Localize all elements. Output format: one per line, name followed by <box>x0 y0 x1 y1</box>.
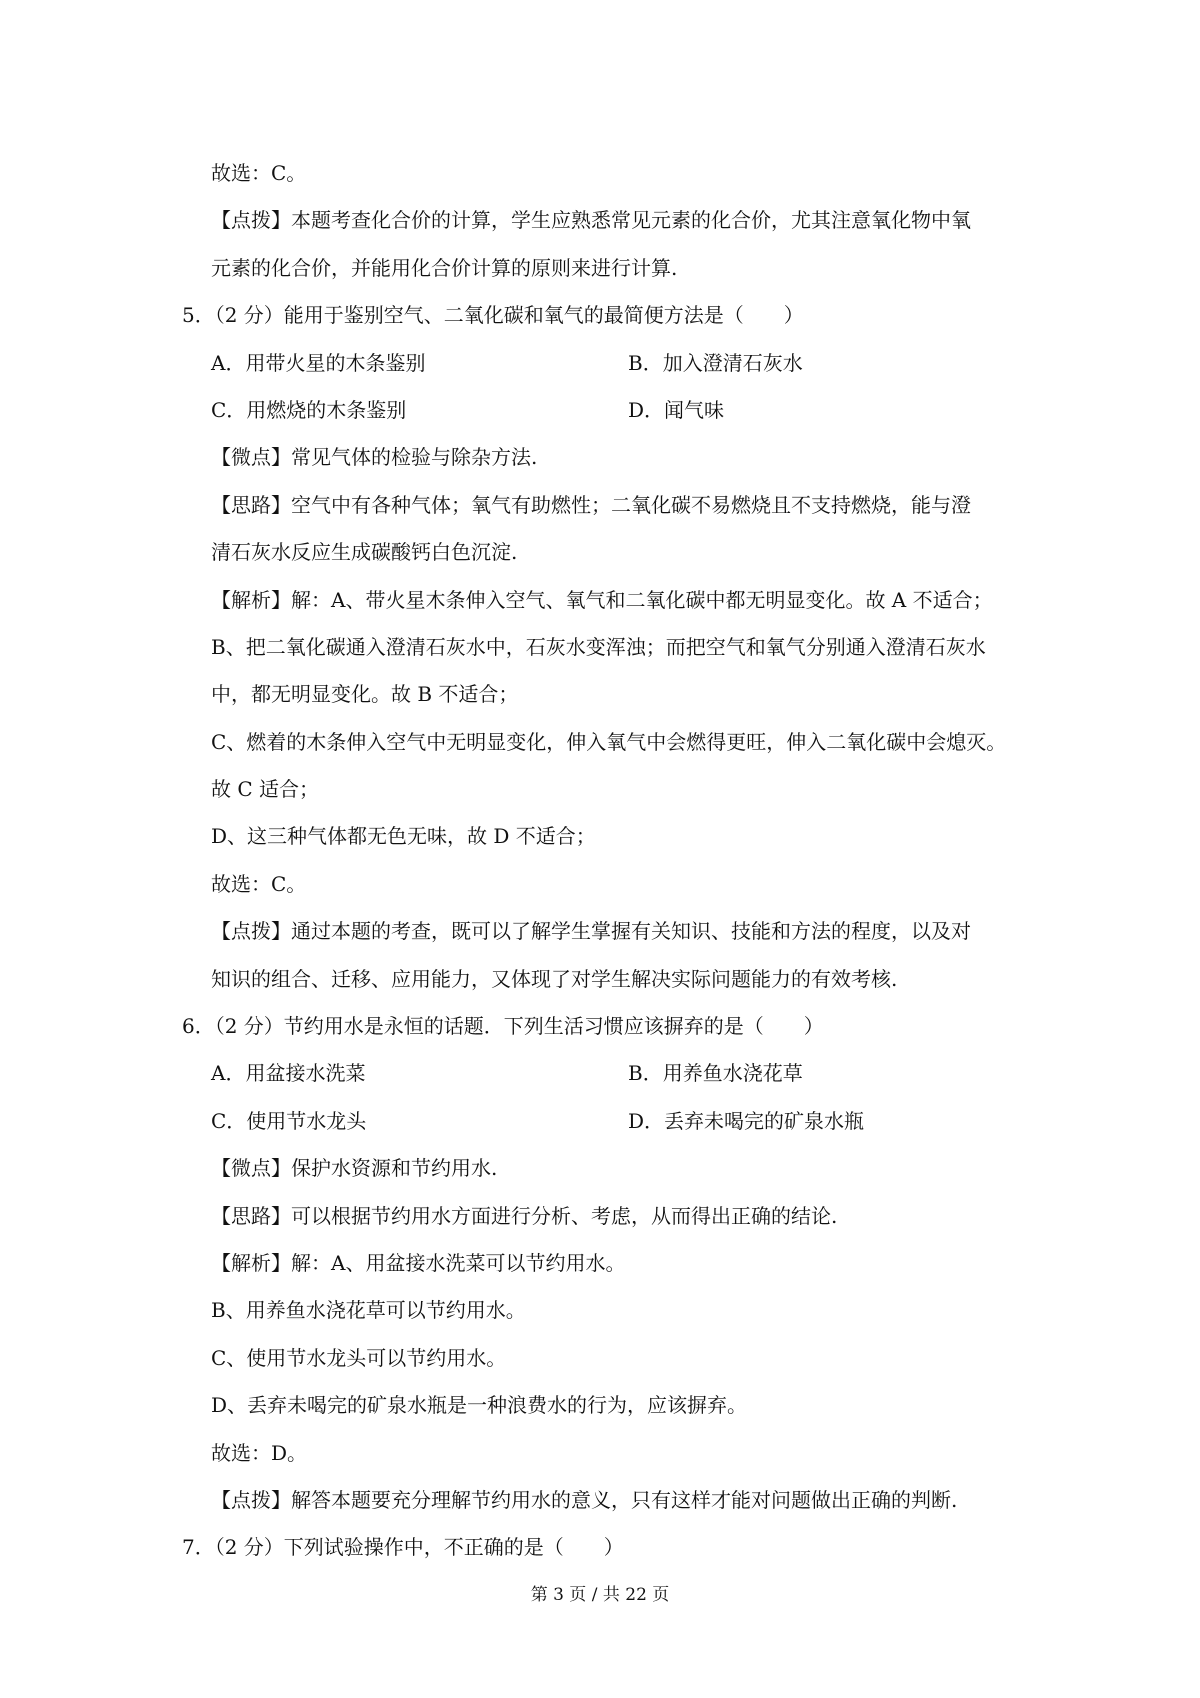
q6-option-c: C．使用节水龙头 <box>211 1108 367 1133</box>
q5-option-b: B．加入澄清石灰水 <box>628 350 803 375</box>
q6-option-a: A．用盆接水洗菜 <box>211 1061 366 1086</box>
prev-tip-line-1: 【点拨】本题考查化合价的计算，学生应熟悉常见元素的化合价，尤其注意氧化物中氧 <box>211 208 971 233</box>
q6-options-row-2 <box>0 1098 1200 1145</box>
q6-idea-line-1: 【思路】可以根据节约用水方面进行分析、考虑，从而得出正确的结论. <box>211 1203 838 1228</box>
q5-idea-line-2: 清石灰水反应生成碳酸钙白色沉淀. <box>211 540 518 565</box>
q5-options-row-1 <box>0 340 1200 387</box>
q6-option-b: B．用养鱼水浇花草 <box>628 1061 803 1086</box>
q5-analysis-line-6: D、这三种气体都无色无味，故 D 不适合； <box>211 824 596 849</box>
page-footer <box>0 1583 1200 1607</box>
q6-analysis-line-4: D、丢弃未喝完的矿泉水瓶是一种浪费水的行为，应该摒弃。 <box>211 1393 748 1418</box>
q5-tip-line-1: 【点拨】通过本题的考查，既可以了解学生掌握有关知识、技能和方法的程度，以及对 <box>211 919 971 944</box>
q6-point: 【微点】保护水资源和节约用水. <box>211 1156 498 1181</box>
q6-answer: 故选：D。 <box>211 1440 308 1465</box>
q6-analysis-line-1: 【解析】解：A、用盆接水洗菜可以节约用水。 <box>211 1250 626 1275</box>
q5-stem: 5．（2 分）能用于鉴别空气、二氧化碳和氧气的最简便方法是（ ） <box>182 303 804 328</box>
page-content <box>0 150 1200 1572</box>
q5-analysis-line-5: 故 C 适合； <box>211 777 320 802</box>
q5-point: 【微点】常见气体的检验与除杂方法. <box>211 445 538 470</box>
q6-tip-line-1: 【点拨】解答本题要充分理解节约用水的意义，只有这样才能对问题做出正确的判断. <box>211 1487 958 1512</box>
q5-option-a: A．用带火星的木条鉴别 <box>211 350 426 375</box>
q5-options-row-2 <box>0 387 1200 434</box>
q7-stem: 7．（2 分）下列试验操作中，不正确的是（ ） <box>182 1535 624 1560</box>
q5-analysis-line-2: B、把二氧化碳通入澄清石灰水中，石灰水变浑浊；而把空气和氧气分别通入澄清石灰水 <box>211 634 986 659</box>
q5-idea-line-1: 【思路】空气中有各种气体；氧气有助燃性；二氧化碳不易燃烧且不支持燃烧，能与澄 <box>211 492 971 517</box>
q5-analysis-line-1: 【解析】解：A、带火星木条伸入空气、氧气和二氧化碳中都无明显变化。故 A 不适合； <box>211 587 993 612</box>
q6-option-d: D．丢弃未喝完的矿泉水瓶 <box>628 1108 865 1133</box>
prev-answer: 故选：C。 <box>211 161 307 185</box>
q6-options-row-1 <box>0 1050 1200 1097</box>
q5-analysis-line-3: 中，都无明显变化。故 B 不适合； <box>211 682 519 707</box>
q5-tip-line-2: 知识的组合、迁移、应用能力，又体现了对学生解决实际问题能力的有效考核. <box>211 966 898 991</box>
page-number-label: 第 3 页 / 共 22 页 <box>530 1585 670 1605</box>
prev-tip-line-2: 元素的化合价，并能用化合价计算的原则来进行计算. <box>211 255 678 280</box>
q6-analysis-line-3: C、使用节水龙头可以节约用水。 <box>211 1345 507 1370</box>
q5-analysis-line-4: C、燃着的木条伸入空气中无明显变化，伸入氧气中会燃得更旺，伸入二氧化碳中会熄灭。 <box>211 729 1007 754</box>
q5-answer: 故选：C。 <box>211 871 307 896</box>
q6-analysis-line-2: B、用养鱼水浇花草可以节约用水。 <box>211 1298 526 1323</box>
q6-stem: 6．（2 分）节约用水是永恒的话题．下列生活习惯应该摒弃的是（ ） <box>182 1014 824 1039</box>
q5-option-c: C．用燃烧的木条鉴别 <box>211 397 407 422</box>
q5-option-d: D．闻气味 <box>628 397 725 422</box>
